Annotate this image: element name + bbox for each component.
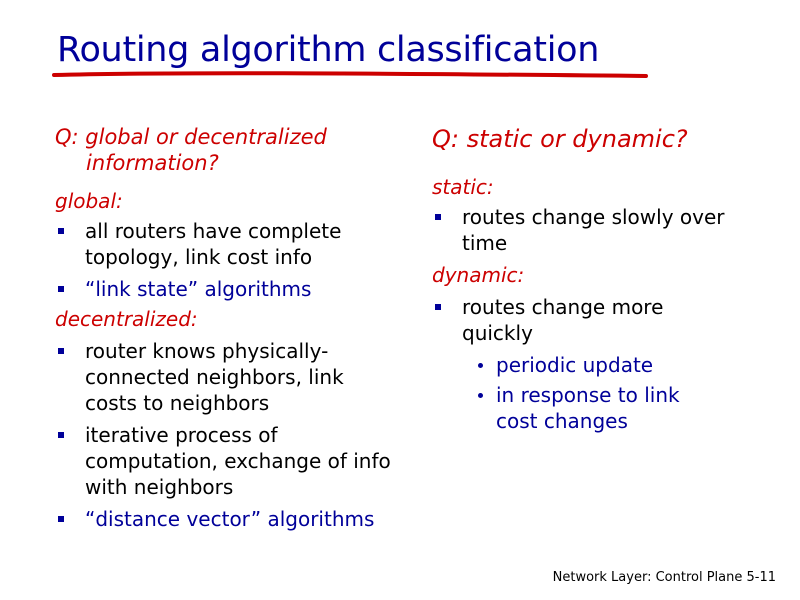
square-bullet-icon — [58, 516, 64, 522]
sub-list-item-text: in response to link cost changes — [496, 383, 680, 433]
right-column — [432, 124, 772, 434]
slide-title: Routing algorithm classification — [57, 30, 600, 70]
static-label: static: — [432, 175, 494, 199]
square-bullet-icon — [58, 228, 64, 234]
decentralized-list — [55, 338, 405, 532]
list-item-text: iterative process of computation, exchange of info with neighbors — [85, 423, 391, 499]
list-item — [55, 276, 405, 302]
list-item — [55, 218, 405, 270]
square-bullet-icon — [58, 432, 64, 438]
decentralized-label: decentralized: — [55, 307, 198, 331]
list-item-text: routes change slowly over time — [462, 205, 725, 255]
square-bullet-icon — [58, 286, 64, 292]
list-item-text: routes change more quickly — [462, 295, 664, 345]
list-item — [55, 422, 405, 500]
title-underline — [52, 69, 648, 81]
global-label: global: — [55, 189, 123, 213]
square-bullet-icon — [58, 348, 64, 354]
dot-bullet-icon — [478, 363, 483, 368]
slide-footer: Network Layer: Control Plane 5-11 — [552, 570, 776, 585]
list-item-text: all routers have complete topology, link cost info — [85, 219, 342, 269]
list-item-text: router knows physically-connected neighbors, link costs to neighbors — [85, 339, 344, 415]
square-bullet-icon — [435, 214, 441, 220]
square-bullet-icon — [435, 304, 441, 310]
list-item — [432, 294, 712, 346]
dynamic-sublist — [472, 352, 772, 434]
dynamic-list — [432, 294, 772, 346]
dynamic-label: dynamic: — [432, 263, 525, 287]
list-item-text: “distance vector” algorithms — [85, 507, 375, 531]
left-column — [55, 124, 405, 532]
global-list — [55, 218, 405, 302]
list-item — [432, 204, 762, 256]
right-question: Q: static or dynamic? — [432, 125, 688, 153]
list-item — [55, 338, 385, 416]
dot-bullet-icon — [478, 393, 483, 398]
list-item — [55, 506, 405, 532]
sub-list-item — [472, 352, 772, 378]
static-list — [432, 204, 772, 256]
sub-list-item-text: periodic update — [496, 353, 654, 377]
left-question: Q: global or decentralized information? — [55, 125, 327, 175]
list-item-text: “link state” algorithms — [85, 277, 312, 301]
sub-list-item — [472, 382, 706, 434]
